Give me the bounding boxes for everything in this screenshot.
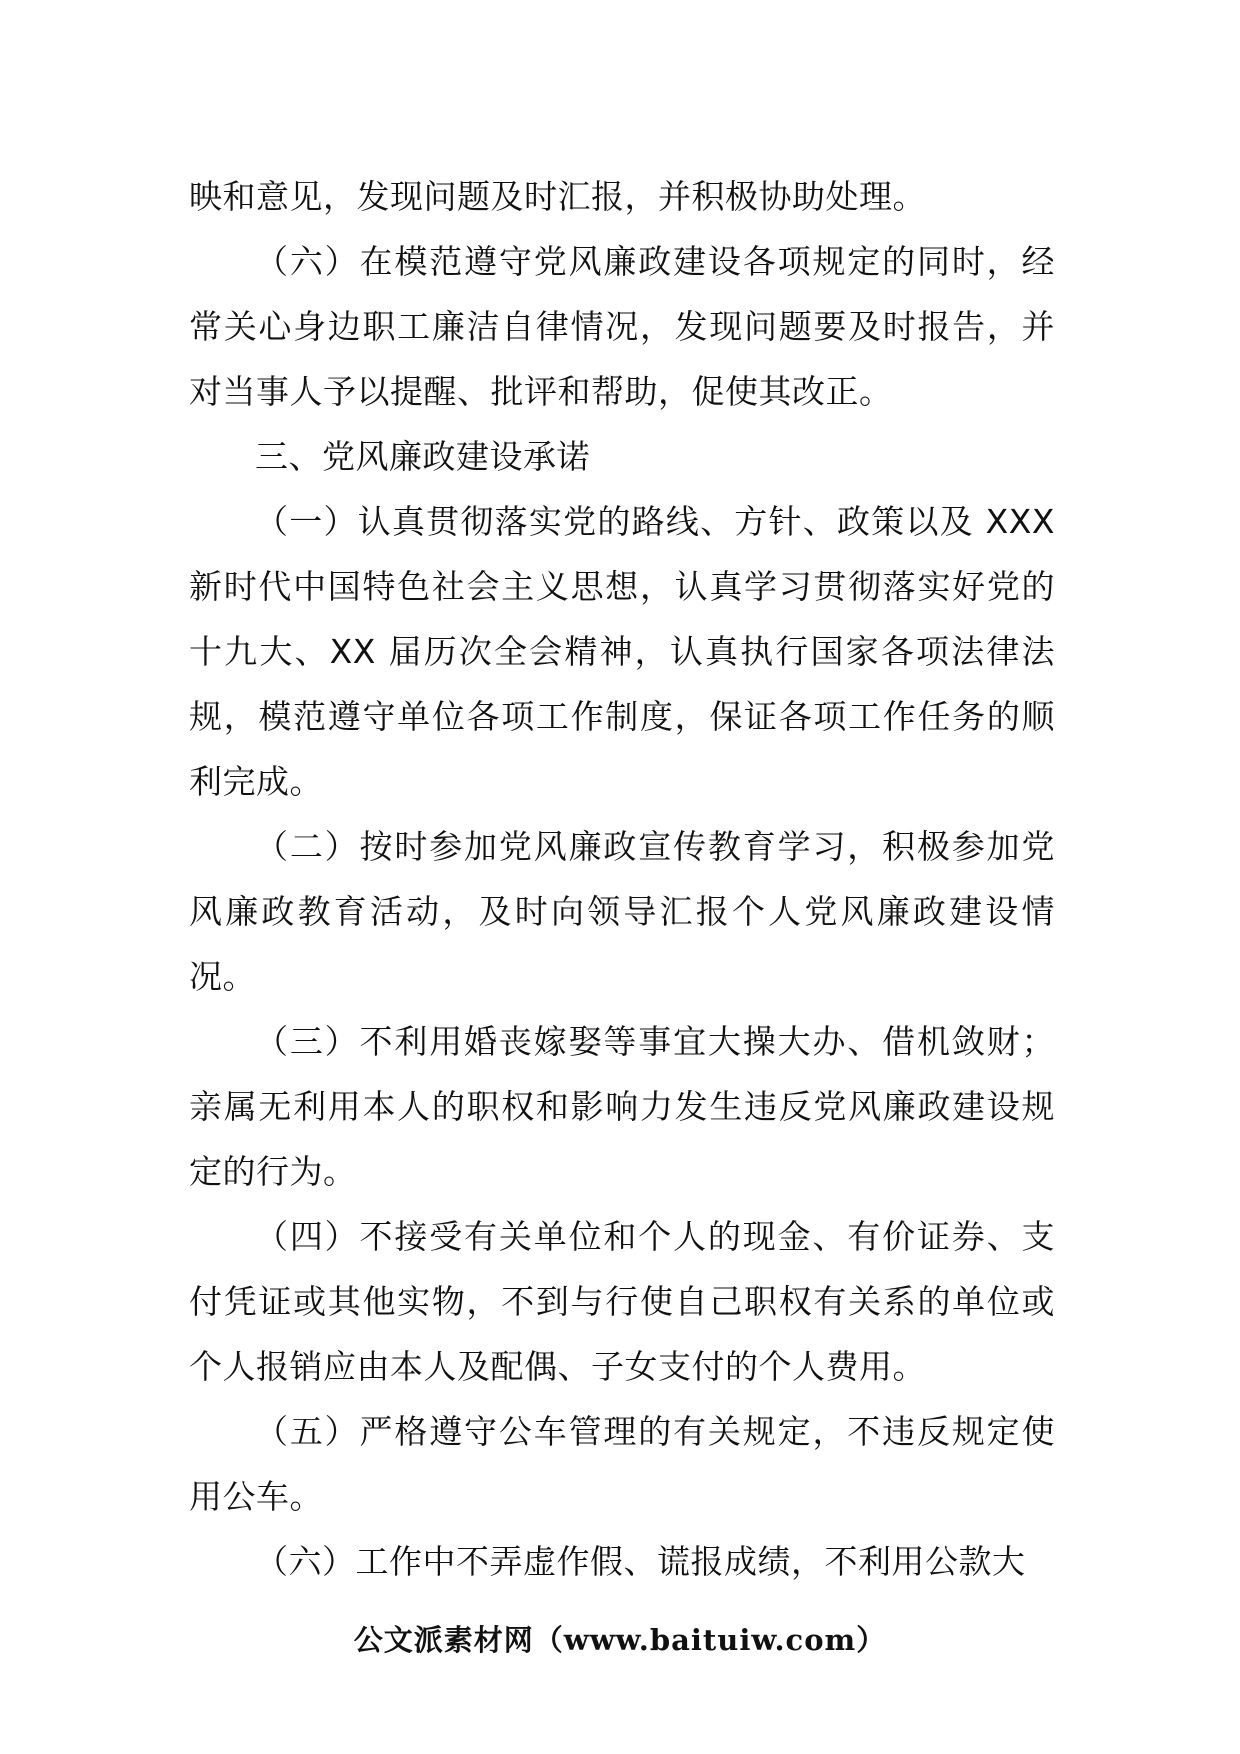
paragraph: 映和意见，发现问题及时汇报，并积极协助处理。 bbox=[189, 177, 926, 216]
paragraph: （六）工作中不弄虚作假、谎报成绩，不利用公款大 bbox=[255, 1542, 1026, 1581]
paragraph: （一）认真贯彻落实党的路线、方针、政策以及 XXX 新时代中国特色社会主义思想，认真学习贯彻落实好党的十九大、XX 届历次全会精神，认真执行国家各项法律法规，模范遵守单位各项工作制度，保证各项工作任务的顺利完成。 bbox=[189, 502, 1055, 801]
section-heading: 三、党风廉政建设承诺 bbox=[255, 437, 590, 476]
document-body bbox=[189, 164, 1055, 1594]
paragraph: （三）不利用婚丧嫁娶等事宜大操大办、借机敛财；亲属无利用本人的职权和影响力发生违反党风廉政建设规定的行为。 bbox=[189, 1022, 1055, 1191]
paragraph: （二）按时参加党风廉政宣传教育学习，积极参加党风廉政教育活动，及时向领导汇报个人党风廉政建设情况。 bbox=[189, 827, 1055, 996]
paragraph: （四）不接受有关单位和个人的现金、有价证券、支付凭证或其他实物，不到与行使自己职权有关系的单位或个人报销应由本人及配偶、子女支付的个人费用。 bbox=[189, 1217, 1055, 1386]
footer-watermark: 公文派素材网（www.baituiw.com） bbox=[353, 1623, 887, 1657]
paragraph: （五）严格遵守公车管理的有关规定，不违反规定使用公车。 bbox=[189, 1412, 1055, 1516]
paragraph: （六）在模范遵守党风廉政建设各项规定的同时，经常关心身边职工廉洁自律情况，发现问题要及时报告，并对当事人予以提醒、批评和帮助，促使其改正。 bbox=[189, 242, 1055, 411]
